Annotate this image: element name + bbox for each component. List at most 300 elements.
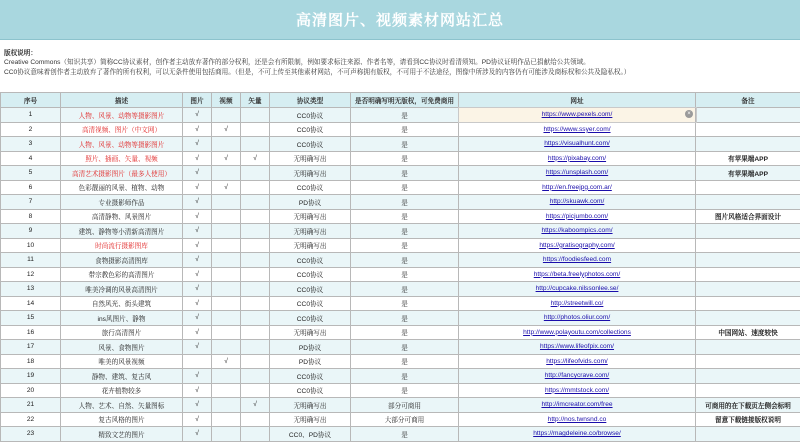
cell-url[interactable] <box>459 209 696 224</box>
cell-img[interactable] <box>183 325 212 340</box>
cell-url[interactable] <box>459 180 696 195</box>
close-icon[interactable]: × <box>685 110 693 118</box>
cell-video[interactable] <box>212 282 241 297</box>
cell-description[interactable]: 静物、建筑、复古风 <box>61 369 183 384</box>
website-link[interactable]: https://www.lifeofpix.com/ <box>539 343 615 351</box>
cell-video[interactable] <box>212 166 241 181</box>
cell-img[interactable] <box>183 180 212 195</box>
website-link[interactable]: http://cupcake.nilssonlee.se/ <box>535 285 619 293</box>
cell-video[interactable] <box>212 253 241 268</box>
cell-free-commercial[interactable]: 是 <box>351 195 459 210</box>
cell-free-commercial[interactable]: 是 <box>351 224 459 239</box>
cell-vector[interactable] <box>241 412 270 427</box>
cell-vector[interactable] <box>241 311 270 326</box>
cell-license[interactable]: CC0协议 <box>270 369 351 384</box>
cell-number[interactable]: 19 <box>1 369 61 384</box>
cell-vector[interactable] <box>241 166 270 181</box>
cell-video[interactable] <box>212 122 241 137</box>
cell-note[interactable] <box>696 427 800 442</box>
cell-free-commercial[interactable]: 大部分可商用 <box>351 412 459 427</box>
website-link[interactable]: https://gratisography.com/ <box>539 241 615 249</box>
copyright-line-1: Creative Commons（知识共享）简称CC协议素材，创作者主动放弃著作的部分权利，还是会有所限制，例如要求标注来源、作者名等，请看到CC协议时看清须知。PD协议证明作品已捐献给公共领域。 <box>4 59 590 67</box>
cell-license[interactable]: CC0协议 <box>270 108 351 123</box>
cell-video[interactable] <box>212 238 241 253</box>
cell-license[interactable]: CC0协议 <box>270 180 351 195</box>
cell-img[interactable] <box>183 137 212 152</box>
website-link[interactable]: https://magdeleine.co/browse/ <box>533 430 621 438</box>
cell-note[interactable] <box>696 195 800 210</box>
cell-img[interactable] <box>183 282 212 297</box>
cell-license[interactable]: 无明确写出 <box>270 398 351 413</box>
website-link[interactable]: https://foodiesfeed.com <box>542 256 612 264</box>
cell-img[interactable] <box>183 369 212 384</box>
table-row <box>1 412 800 427</box>
sheet-title-bar <box>0 0 800 40</box>
cell-note[interactable] <box>696 137 800 152</box>
cell-video[interactable] <box>212 108 241 123</box>
header-free-commercial[interactable]: 是否明确写明无版权，可免费商用 <box>351 93 459 108</box>
cell-vector[interactable] <box>241 267 270 282</box>
table-row <box>1 325 800 340</box>
table-row <box>1 340 800 355</box>
cell-note[interactable] <box>696 369 800 384</box>
cell-img[interactable] <box>183 122 212 137</box>
cell-url[interactable] <box>459 369 696 384</box>
cell-img[interactable] <box>183 296 212 311</box>
table-row <box>1 209 800 224</box>
check-mark-icon: √ <box>195 270 199 278</box>
table-row <box>1 195 800 210</box>
website-link[interactable]: https://lifeofvids.com/ <box>546 357 608 365</box>
cell-description[interactable]: 旅行高清图片 <box>61 325 183 340</box>
header-vector[interactable]: 矢量 <box>241 93 270 108</box>
cell-description[interactable]: 花卉植物较多 <box>61 383 183 398</box>
table-header-row <box>1 93 800 108</box>
cell-note[interactable]: 有苹果端APP <box>696 166 800 181</box>
cell-img[interactable] <box>183 340 212 355</box>
cell-note[interactable] <box>696 282 800 297</box>
cell-vector[interactable] <box>241 224 270 239</box>
check-mark-icon: √ <box>195 154 199 162</box>
cell-description[interactable]: 专业摄影师作品 <box>61 195 183 210</box>
cell-license[interactable]: 无明确写出 <box>270 151 351 166</box>
cell-free-commercial[interactable]: 是 <box>351 137 459 152</box>
cell-description[interactable]: 精致文艺的图片 <box>61 427 183 442</box>
cell-img[interactable] <box>183 398 212 413</box>
table-row <box>1 166 800 181</box>
check-mark-icon: √ <box>195 285 199 293</box>
cell-note[interactable]: 可商用的在下载页左侧会标明 <box>696 398 800 413</box>
cell-license[interactable]: 无明确写出 <box>270 224 351 239</box>
cell-free-commercial[interactable]: 是 <box>351 282 459 297</box>
website-link[interactable]: http://fancycrave.com/ <box>544 372 610 380</box>
cell-description[interactable]: 唯美的风景视频 <box>61 354 183 369</box>
table-row <box>1 267 800 282</box>
cell-url[interactable] <box>459 398 696 413</box>
cell-note[interactable]: 中国网站、速度较快 <box>696 325 800 340</box>
check-mark-icon: √ <box>224 154 228 162</box>
cell-vector[interactable] <box>241 383 270 398</box>
table-row <box>1 137 800 152</box>
cell-note[interactable] <box>696 224 800 239</box>
cell-free-commercial[interactable]: 是 <box>351 296 459 311</box>
cell-description[interactable]: 复古风格的图片 <box>61 412 183 427</box>
cell-license[interactable]: 无明确写出 <box>270 412 351 427</box>
check-mark-icon: √ <box>195 299 199 307</box>
cell-number[interactable]: 6 <box>1 180 61 195</box>
cell-free-commercial[interactable]: 是 <box>351 354 459 369</box>
cell-free-commercial[interactable]: 是 <box>351 122 459 137</box>
header-video[interactable]: 视频 <box>212 93 241 108</box>
cell-url[interactable] <box>459 340 696 355</box>
header-description[interactable]: 描述 <box>61 93 183 108</box>
cell-number[interactable]: 17 <box>1 340 61 355</box>
table-row <box>1 383 800 398</box>
cell-number[interactable]: 7 <box>1 195 61 210</box>
check-mark-icon: √ <box>195 430 199 438</box>
cell-note[interactable] <box>696 267 800 282</box>
cell-description[interactable]: 食物摄影高清图库 <box>61 253 183 268</box>
cell-number[interactable]: 12 <box>1 267 61 282</box>
check-mark-icon: √ <box>195 314 199 322</box>
cell-vector[interactable] <box>241 325 270 340</box>
website-link[interactable]: https://unsplash.com/ <box>545 169 609 177</box>
cell-number[interactable]: 21 <box>1 398 61 413</box>
cell-img[interactable] <box>183 427 212 442</box>
cell-video[interactable] <box>212 412 241 427</box>
cell-note[interactable]: 留意下载链接版权说明 <box>696 412 800 427</box>
cell-vector[interactable] <box>241 180 270 195</box>
check-mark-icon: √ <box>253 154 257 162</box>
cell-vector[interactable] <box>241 427 270 442</box>
cell-img[interactable] <box>183 253 212 268</box>
cell-video[interactable] <box>212 340 241 355</box>
cell-free-commercial[interactable]: 是 <box>351 180 459 195</box>
cell-video[interactable] <box>212 195 241 210</box>
cell-video[interactable] <box>212 369 241 384</box>
table-row <box>1 122 800 137</box>
cell-img[interactable] <box>183 354 212 369</box>
table-row <box>1 369 800 384</box>
cell-license[interactable]: 无明确写出 <box>270 325 351 340</box>
cell-img[interactable] <box>183 412 212 427</box>
website-link[interactable]: http://en.freejpg.com.ar/ <box>542 183 612 191</box>
cell-free-commercial[interactable]: 是 <box>351 383 459 398</box>
website-link[interactable]: http://nos.twnsnd.co <box>547 415 607 423</box>
cell-number[interactable]: 22 <box>1 412 61 427</box>
cell-number[interactable]: 20 <box>1 383 61 398</box>
table-row <box>1 180 800 195</box>
cell-description[interactable]: 唯美冷调的风景高清图片 <box>61 282 183 297</box>
cell-free-commercial[interactable]: 是 <box>351 151 459 166</box>
check-mark-icon: √ <box>224 183 228 191</box>
cell-free-commercial[interactable]: 是 <box>351 311 459 326</box>
cell-number[interactable]: 11 <box>1 253 61 268</box>
cell-license[interactable]: PD协议 <box>270 340 351 355</box>
cell-number[interactable]: 2 <box>1 122 61 137</box>
table-row <box>1 108 800 123</box>
cell-vector[interactable] <box>241 209 270 224</box>
website-link[interactable]: https://pixabay.com/ <box>547 154 607 162</box>
check-mark-icon: √ <box>195 415 199 423</box>
cell-video[interactable] <box>212 427 241 442</box>
cell-note[interactable]: 有苹果端APP <box>696 151 800 166</box>
table-row <box>1 398 800 413</box>
cell-description[interactable]: 照片、插画、矢量、视频 <box>61 151 183 166</box>
cell-url[interactable] <box>459 137 696 152</box>
cell-license[interactable]: CC0协议 <box>270 137 351 152</box>
table-row <box>1 354 800 369</box>
cell-description[interactable]: 色彩靓丽的风景、植物、动物 <box>61 180 183 195</box>
cell-video[interactable] <box>212 398 241 413</box>
check-mark-icon: √ <box>195 125 199 133</box>
cell-img[interactable] <box>183 238 212 253</box>
cell-video[interactable] <box>212 224 241 239</box>
cell-vector[interactable] <box>241 122 270 137</box>
cell-video[interactable] <box>212 325 241 340</box>
cell-free-commercial[interactable]: 部分可商用 <box>351 398 459 413</box>
check-mark-icon: √ <box>195 140 199 148</box>
cell-description[interactable]: 人物、风景、动物等摄影图片 <box>61 137 183 152</box>
cell-url[interactable] <box>459 166 696 181</box>
cell-note[interactable] <box>696 296 800 311</box>
cell-url[interactable] <box>459 224 696 239</box>
cell-vector[interactable] <box>241 369 270 384</box>
cell-free-commercial[interactable]: 是 <box>351 238 459 253</box>
table-row <box>1 427 800 442</box>
cell-description[interactable]: ins风图片、静物 <box>61 311 183 326</box>
check-mark-icon: √ <box>195 343 199 351</box>
cell-img[interactable] <box>183 209 212 224</box>
cell-license[interactable]: 无明确写出 <box>270 238 351 253</box>
cell-img[interactable] <box>183 195 212 210</box>
table-row <box>1 296 800 311</box>
website-link[interactable]: http://photos.oliur.com/ <box>543 314 611 322</box>
cell-video[interactable] <box>212 267 241 282</box>
table-row <box>1 151 800 166</box>
cell-license[interactable]: 无明确写出 <box>270 209 351 224</box>
website-link[interactable]: https://visualhunt.com/ <box>544 140 610 148</box>
cell-vector[interactable] <box>241 354 270 369</box>
table-body <box>1 108 800 442</box>
cell-note[interactable]: 图片风格适合界面设计 <box>696 209 800 224</box>
check-mark-icon: √ <box>195 183 199 191</box>
cell-number[interactable]: 8 <box>1 209 61 224</box>
table-row <box>1 253 800 268</box>
cell-description[interactable]: 自然风光、街头建筑 <box>61 296 183 311</box>
cell-note[interactable] <box>696 311 800 326</box>
cell-vector[interactable] <box>241 340 270 355</box>
cell-free-commercial[interactable]: 是 <box>351 267 459 282</box>
cell-description[interactable]: 建筑、静物等小清新高清图片 <box>61 224 183 239</box>
cell-vector[interactable] <box>241 253 270 268</box>
cell-license[interactable]: 无明确写出 <box>270 166 351 181</box>
cell-number[interactable]: 5 <box>1 166 61 181</box>
cell-description[interactable]: 时尚流行摄影图库 <box>61 238 183 253</box>
check-mark-icon: √ <box>195 328 199 336</box>
cell-free-commercial[interactable]: 是 <box>351 108 459 123</box>
cell-license[interactable]: PD协议 <box>270 195 351 210</box>
resource-table <box>0 92 800 442</box>
cell-free-commercial[interactable]: 是 <box>351 325 459 340</box>
website-link[interactable]: http://skuawk.com/ <box>549 198 605 206</box>
cell-img[interactable] <box>183 151 212 166</box>
table-row <box>1 238 800 253</box>
cell-vector[interactable] <box>241 137 270 152</box>
cell-note[interactable] <box>696 354 800 369</box>
cell-note[interactable] <box>696 238 800 253</box>
cell-number[interactable]: 4 <box>1 151 61 166</box>
cell-description[interactable]: 高清静物、风景图片 <box>61 209 183 224</box>
cell-license[interactable]: CC0协议 <box>270 253 351 268</box>
cell-number[interactable]: 16 <box>1 325 61 340</box>
check-mark-icon: √ <box>195 111 199 119</box>
table-row <box>1 282 800 297</box>
check-mark-icon: √ <box>195 256 199 264</box>
cell-url[interactable] <box>459 151 696 166</box>
cell-license[interactable]: CC0协议 <box>270 311 351 326</box>
cell-note[interactable] <box>696 383 800 398</box>
header-license[interactable]: 协议类型 <box>270 93 351 108</box>
cell-url[interactable] <box>459 427 696 442</box>
cell-number[interactable]: 14 <box>1 296 61 311</box>
check-mark-icon: √ <box>195 212 199 220</box>
cell-img[interactable] <box>183 224 212 239</box>
cell-license[interactable]: CC0协议 <box>270 282 351 297</box>
cell-license[interactable]: PD协议 <box>270 354 351 369</box>
website-link[interactable]: http://www.polayoutu.com/collections <box>523 328 631 336</box>
cell-url[interactable] <box>459 325 696 340</box>
cell-free-commercial[interactable]: 是 <box>351 166 459 181</box>
cell-vector[interactable] <box>241 151 270 166</box>
cell-license[interactable]: CC0协议 <box>270 383 351 398</box>
cell-number[interactable]: 10 <box>1 238 61 253</box>
cell-description[interactable]: 人物、艺术、自然、矢量图标 <box>61 398 183 413</box>
check-mark-icon: √ <box>195 241 199 249</box>
cell-video[interactable] <box>212 296 241 311</box>
website-link[interactable]: https://kaboompics.com/ <box>541 227 613 235</box>
cell-number[interactable]: 1 <box>1 108 61 123</box>
cell-img[interactable] <box>183 383 212 398</box>
copyright-notes <box>0 40 800 91</box>
cell-video[interactable] <box>212 137 241 152</box>
cell-url[interactable] <box>459 296 696 311</box>
cell-url[interactable] <box>459 267 696 282</box>
sheet-title: 高清图片、视频素材网站汇总 <box>295 12 504 29</box>
cell-number[interactable]: 13 <box>1 282 61 297</box>
cell-description[interactable]: 高清视频、图片（中文网） <box>61 122 183 137</box>
check-mark-icon: √ <box>195 169 199 177</box>
cell-url[interactable] <box>459 412 696 427</box>
cell-note[interactable] <box>696 108 800 123</box>
cell-number[interactable]: 15 <box>1 311 61 326</box>
cell-free-commercial[interactable]: 是 <box>351 340 459 355</box>
cell-vector[interactable] <box>241 296 270 311</box>
cell-url[interactable] <box>459 108 696 123</box>
check-mark-icon: √ <box>195 227 199 235</box>
check-mark-icon: √ <box>195 372 199 380</box>
cell-description[interactable]: 风景、食物图片 <box>61 340 183 355</box>
header-number[interactable]: 序号 <box>1 93 61 108</box>
cell-description[interactable]: 高清艺术摄影图片（最多人使用） <box>61 166 183 181</box>
cell-url[interactable] <box>459 354 696 369</box>
check-mark-icon: √ <box>253 401 257 409</box>
check-mark-icon: √ <box>195 401 199 409</box>
cell-video[interactable] <box>212 151 241 166</box>
cell-url[interactable] <box>459 282 696 297</box>
cell-number[interactable]: 23 <box>1 427 61 442</box>
website-link[interactable]: https://mmtstock.com/ <box>544 386 610 394</box>
cell-number[interactable]: 3 <box>1 137 61 152</box>
cell-free-commercial[interactable]: 是 <box>351 253 459 268</box>
cell-license[interactable]: CC0、PD协议 <box>270 427 351 442</box>
cell-url[interactable] <box>459 311 696 326</box>
website-link[interactable]: http://imcreator.com/free <box>541 401 613 409</box>
cell-img[interactable] <box>183 267 212 282</box>
check-mark-icon: √ <box>195 198 199 206</box>
cell-url[interactable] <box>459 122 696 137</box>
check-mark-icon: √ <box>195 386 199 394</box>
cell-note[interactable] <box>696 253 800 268</box>
cell-license[interactable]: CC0协议 <box>270 296 351 311</box>
cell-video[interactable] <box>212 209 241 224</box>
cell-img[interactable] <box>183 311 212 326</box>
cell-video[interactable] <box>212 311 241 326</box>
header-image[interactable]: 图片 <box>183 93 212 108</box>
cell-free-commercial[interactable]: 是 <box>351 427 459 442</box>
cell-vector[interactable] <box>241 108 270 123</box>
check-mark-icon: √ <box>224 357 228 365</box>
header-url[interactable]: 网址 <box>459 93 696 108</box>
cell-free-commercial[interactable]: 是 <box>351 209 459 224</box>
cell-url[interactable] <box>459 195 696 210</box>
website-link[interactable]: https://picjumbo.com/ <box>545 212 609 220</box>
website-link[interactable]: https://www.pexels.com/ <box>541 111 613 119</box>
cell-description[interactable]: 人物、风景、动物等摄影图片 <box>61 108 183 123</box>
cell-license[interactable]: CC0协议 <box>270 122 351 137</box>
cell-img[interactable] <box>183 108 212 123</box>
cell-video[interactable] <box>212 354 241 369</box>
cell-note[interactable] <box>696 122 800 137</box>
cell-number[interactable]: 18 <box>1 354 61 369</box>
cell-vector[interactable] <box>241 195 270 210</box>
copyright-line-2: CC0协议意味着创作者主动放弃了著作的所有权利，可以无条件使用包括商用。（但是，不可上传至其他素材网站，不可声称拥有版权，不可用于不法途径，图像中所涉及的内容仍有可能涉及商标权和公共及隐私权。） <box>4 68 631 76</box>
website-link[interactable]: https://www.ssyer.com/ <box>543 125 611 133</box>
cell-free-commercial[interactable]: 是 <box>351 369 459 384</box>
cell-vector[interactable] <box>241 398 270 413</box>
cell-url[interactable] <box>459 253 696 268</box>
cell-number[interactable]: 9 <box>1 224 61 239</box>
website-link[interactable]: http://streetwill.co/ <box>550 299 604 307</box>
table-row <box>1 224 800 239</box>
cell-license[interactable]: CC0协议 <box>270 267 351 282</box>
cell-note[interactable] <box>696 340 800 355</box>
check-mark-icon: √ <box>224 125 228 133</box>
cell-img[interactable] <box>183 166 212 181</box>
cell-vector[interactable] <box>241 282 270 297</box>
cell-video[interactable] <box>212 180 241 195</box>
copyright-heading: 版权说明： <box>4 50 37 57</box>
cell-description[interactable]: 带宗教色彩的高清图片 <box>61 267 183 282</box>
cell-note[interactable] <box>696 180 800 195</box>
cell-vector[interactable] <box>241 238 270 253</box>
cell-url[interactable] <box>459 383 696 398</box>
table-row <box>1 311 800 326</box>
cell-video[interactable] <box>212 383 241 398</box>
cell-url[interactable] <box>459 238 696 253</box>
header-note[interactable]: 备注 <box>696 93 800 108</box>
website-link[interactable]: https://beta.freelyphotos.com/ <box>533 270 621 278</box>
